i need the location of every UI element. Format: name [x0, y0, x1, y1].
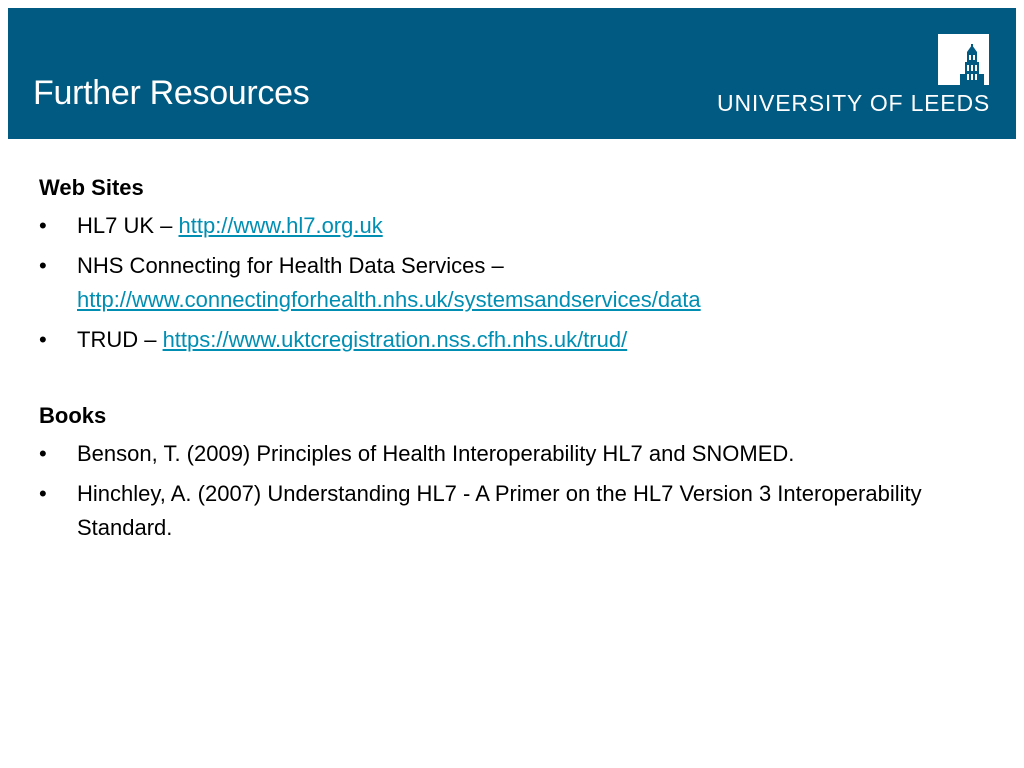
book-citation: Hinchley, A. (2007) Understanding HL7 - A Primer on the HL7 Version 3 Interoperability Standard.	[77, 481, 922, 540]
trud-link[interactable]: https://www.uktcregistration.nss.cfh.nhs.uk/trud/	[162, 327, 628, 352]
books-heading: Books	[39, 403, 107, 428]
books-list	[39, 437, 999, 545]
bullet: •	[39, 441, 47, 466]
nhs-cfh-data-link[interactable]: http://www.connectingforhealth.nhs.uk/systemsandservices/data	[77, 287, 701, 312]
item-prefix: TRUD –	[77, 327, 163, 352]
parkinson-tower-icon	[938, 34, 989, 85]
bullet: •	[39, 253, 47, 278]
slide-content	[39, 171, 999, 551]
list-item	[39, 209, 999, 243]
item-prefix: HL7 UK –	[77, 213, 179, 238]
university-wordmark: UNIVERSITY OF LEEDS	[717, 90, 990, 116]
section-spacer	[39, 363, 999, 399]
bullet: •	[39, 481, 47, 506]
list-item	[39, 323, 999, 357]
book-citation: Benson, T. (2009) Principles of Health Interoperability HL7 and SNOMED.	[77, 441, 795, 466]
header-banner	[8, 8, 1016, 139]
list-item	[39, 477, 999, 545]
item-prefix: NHS Connecting for Health Data Services –	[77, 253, 504, 278]
list-item	[39, 249, 999, 317]
web-sites-list	[39, 209, 999, 357]
bullet: •	[39, 213, 47, 238]
web-sites-heading: Web Sites	[39, 175, 144, 200]
bullet: •	[39, 327, 47, 352]
hl7-uk-link[interactable]: http://www.hl7.org.uk	[178, 213, 383, 238]
list-item	[39, 437, 999, 471]
page-title: Further Resources	[33, 74, 310, 112]
